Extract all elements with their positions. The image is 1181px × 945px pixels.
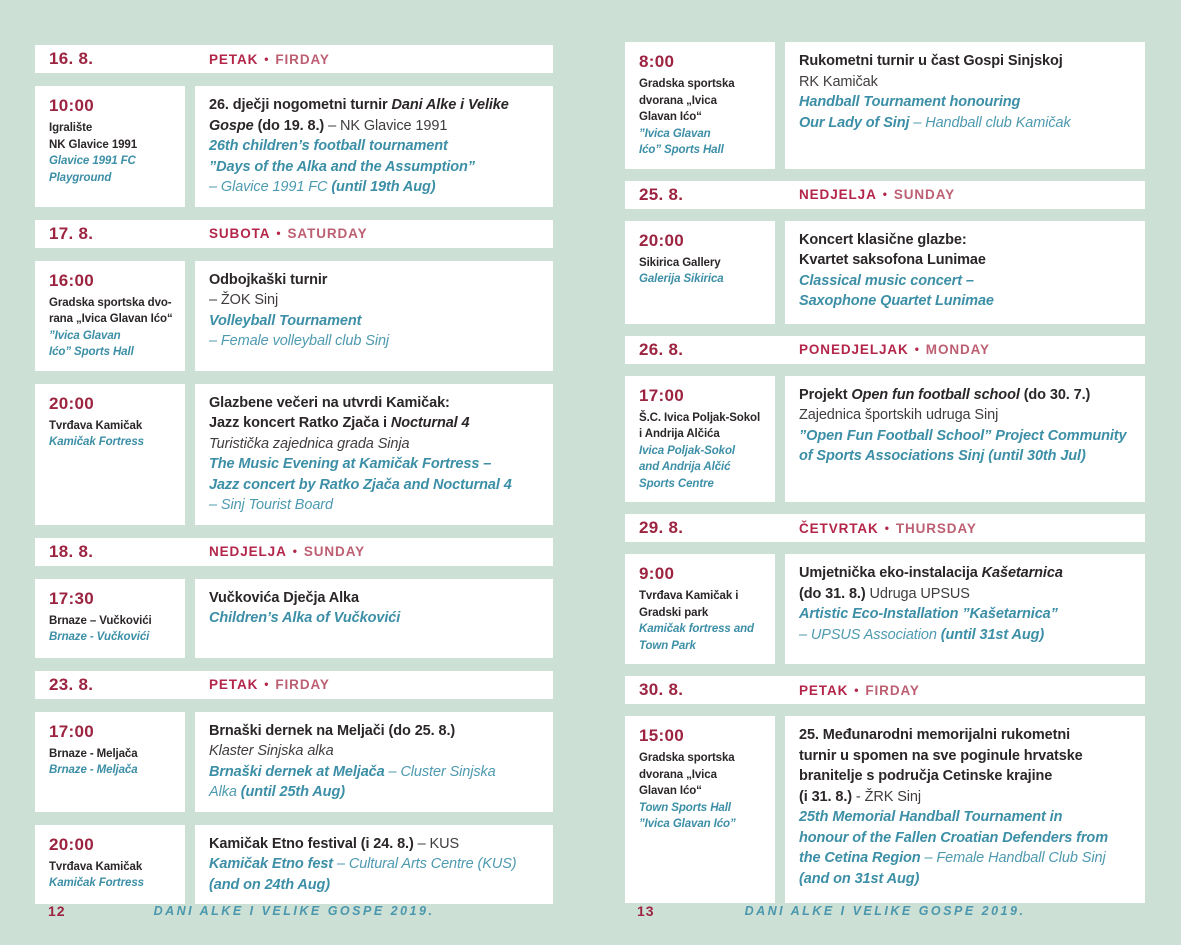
venue-line: Glavan Ićo“ [639,785,702,797]
venue-line-translation: Kamičak fortress and [639,623,754,635]
time-box [35,579,185,658]
event-line [799,250,1131,271]
event-time: 8:00 [639,52,675,71]
venue-line: Brnaze - Meljača [49,747,138,760]
day-name-croatian: PONEDJELJAK [799,342,909,357]
event-box [785,716,1145,903]
bullet-separator: • [882,187,888,201]
text-run: (until 19th Aug) [331,179,436,195]
day-header [35,45,553,73]
day-header [35,220,553,248]
event-line [799,271,1131,292]
day-name-english: SUNDAY [303,544,366,559]
text-run: Koncert klasične glazbe: [799,231,967,248]
text-run: 26th children’s football tournament [209,138,448,154]
day-header [625,336,1145,364]
day-name [799,187,955,202]
event-line [799,113,1131,134]
venue-line-translation: Glavice 1991 FC [49,155,136,167]
event-line [799,848,1131,869]
venue-line: Tvrđava Kamičak [49,860,143,873]
date-label: 18. 8. [49,541,94,561]
text-run: – KUS [417,835,460,852]
event-box [195,86,553,207]
text-run: Open fun football school [851,386,1024,403]
text-run: Kašetarnica [981,565,1063,581]
venue-line: Tvrđava Kamičak i [639,590,739,602]
event-line [799,405,1131,426]
event-line [209,331,539,352]
venue-line-translation: ”Ivica Glavan [49,329,121,342]
text-run: – Cluster Sinjska [388,763,496,780]
bullet-separator: • [854,682,860,697]
event-time: 20:00 [49,393,94,413]
day-header [625,676,1145,704]
venue-line-translation: Kamičak Fortress [49,877,144,889]
text-run: (do 30. 7.) [1023,386,1091,403]
day-name-english: SUNDAY [893,187,956,202]
day-name-croatian: NEDJELJA [799,187,877,202]
text-run: – Sinj Tourist Board [209,497,334,513]
event-line [209,270,539,291]
venue-line: Tvrđava Kamičak [49,419,143,432]
text-run: – Female Handball Club Sinj [924,850,1106,866]
text-run: – Handball club Kamičak [913,114,1071,131]
event-time: 16:00 [49,270,94,290]
text-run: Gospe [209,117,258,134]
day-name-english: THURSDAY [895,520,977,536]
event-line [799,725,1131,746]
event-line [209,495,539,516]
event-line [799,51,1131,72]
date-label: 16. 8. [49,49,94,68]
day-name [209,677,330,692]
event-line [799,563,1131,584]
venue-line: dvorana „Ivica [639,768,717,781]
venue-line-translation: Ićo” Sports Hall [639,144,724,156]
text-run: (until 25th Aug) [240,784,345,800]
event-box [785,554,1145,664]
venue-line: Glavan Ićo“ [639,111,702,123]
text-run: 25. Međunarodni memorijalni rukometni [799,727,1071,743]
text-run: Artistic Eco-Installation ”Kašetarnica” [799,606,1058,622]
venue-line: Gradska sportska dvo- [49,296,172,309]
day-name-croatian: PETAK [209,51,259,67]
text-run: – ŽOK Sinj [209,292,279,308]
text-run: Brnaški dernek na Meljači (do 25. 8.) [209,722,456,739]
text-run: Vučkovića Dječja Alka [209,589,359,606]
text-run: Saxophone Quartet Lunimae [799,293,994,309]
event-time: 9:00 [639,564,675,583]
event-line [209,136,539,157]
text-run: ”Days of the Alka and the Assumption” [209,158,475,175]
text-run: Kvartet saksofona Lunimae [799,252,986,268]
page-12 [35,45,553,904]
date-label: 25. 8. [639,184,684,204]
event-line [799,291,1131,312]
text-run: – Female volleyball club Sinj [209,333,390,349]
event-line [209,157,539,178]
venue-line: NK Glavice 1991 [49,138,138,151]
text-run: ”Open Fun Football School” Project Community [799,427,1127,444]
event-line [209,454,539,475]
event-box [195,261,553,371]
text-run: Turistička zajednica grada Sinja [209,435,410,452]
text-run: – Glavice 1991 FC [209,179,332,195]
day-header [35,671,553,699]
day-name [799,521,977,536]
footer-title-left: DANI ALKE I VELIKE GOSPE 2019. [153,904,435,918]
event-row [35,86,553,207]
event-box [195,825,553,905]
day-name [799,683,920,698]
day-name-english: SATURDAY [287,226,368,241]
text-run: Klaster Sinjska alka [209,743,334,759]
day-header [35,538,553,566]
text-run: The Music Evening at Kamičak Fortress – [209,456,492,472]
event-line [209,393,539,414]
venue-line: i Andrija Alčića [639,428,720,440]
venue-line: Gradski park [639,606,709,619]
text-run: Alka [209,784,241,800]
venue-line: Sikirica Gallery [639,256,721,269]
venue-line-translation: ”Ivica Glavan Ićo” [639,818,736,830]
text-run: Udruga UPSUS [869,585,970,602]
date-label: 17. 8. [49,223,94,243]
day-name-english: FIRDAY [865,682,920,698]
event-box [785,221,1145,324]
text-run: Jazz koncert Ratko Zjača i [209,415,391,431]
text-run: Nocturnal 4 [390,415,470,431]
bullet-separator: • [264,677,270,691]
day-name-croatian: PETAK [209,677,259,692]
time-box [35,712,185,812]
text-run: turnir u spomen na sve poginule hrvatske [799,747,1083,764]
event-box [195,712,553,812]
text-run: Volleyball Tournament [209,312,362,329]
text-run: branitelje s područja Cetinske krajine [799,768,1053,784]
text-run: Kamičak Etno fest [209,856,337,872]
text-run: Brnaški dernek at Meljača [209,763,389,780]
venue-line-translation: Sports Centre [639,477,714,490]
time-box [35,825,185,905]
bullet-separator: • [276,226,282,240]
text-run: (and on 31st Aug) [799,870,920,887]
event-line [799,72,1131,93]
venue-line-translation: Town Park [639,639,696,652]
text-run: Our Lady of Sinj [799,114,914,131]
event-row [35,261,553,371]
event-line [799,787,1131,808]
text-run: of Sports Associations Sinj (until 30th Jul) [799,448,1086,464]
event-line [209,475,539,496]
event-row [35,384,553,525]
day-name-english: MONDAY [925,342,990,357]
page-13 [625,42,1145,903]
event-time: 15:00 [639,726,684,745]
day-header [625,514,1145,542]
text-run: Umjetnička eko-instalacija [799,565,982,581]
event-box [195,579,553,658]
time-box [35,261,185,371]
venue-line-translation: Town Sports Hall [639,801,731,814]
text-run: Projekt [799,386,852,403]
time-box [625,554,775,664]
day-header [625,181,1145,209]
bullet-separator: • [914,342,920,356]
event-time: 17:00 [639,385,684,405]
day-name-croatian: SUBOTA [209,226,271,241]
date-label: 23. 8. [49,674,94,694]
text-run: honour of the Fallen Croatian Defenders from [799,829,1108,846]
venue-line: Š.C. Ivica Poljak-Sokol [639,411,761,424]
event-time: 17:00 [49,721,94,741]
event-line [209,875,539,896]
text-run: (and on 24th Aug) [209,876,330,893]
event-box [785,42,1145,169]
bullet-separator: • [292,544,298,558]
venue-line-translation: Brnaze - Vučkovići [49,631,150,643]
date-label: 29. 8. [639,518,684,537]
venue-line-translation: Brnaze - Meljača [49,764,138,776]
event-row [625,376,1145,503]
event-time: 20:00 [639,230,684,250]
text-run: 26. dječji nogometni turnir [209,97,392,113]
text-run: – UPSUS Association [799,626,941,643]
time-box [35,86,185,207]
event-line [799,426,1131,447]
time-box [35,384,185,525]
bullet-separator: • [884,520,890,535]
venue-line-translation: Ićo” Sports Hall [49,346,134,358]
event-line [799,869,1131,890]
text-run: Rukometni turnir u čast Gospi Sinjskoj [799,53,1063,69]
day-name [209,52,330,67]
day-name [799,342,990,357]
event-line [799,604,1131,625]
event-line [209,834,539,855]
event-row [625,221,1145,324]
date-label: 26. 8. [639,339,684,359]
event-box [195,384,553,525]
text-run: Children’s Alka of Vučkovići [209,610,401,626]
event-line [799,230,1131,251]
text-run: (i 31. 8.) [799,788,856,805]
time-box [625,716,775,903]
event-line [799,385,1131,406]
venue-line: Gradska sportska [639,78,735,90]
text-run: (do 31. 8.) [799,585,870,602]
event-line [799,828,1131,849]
venue-line: Brnaze – Vučkovići [49,614,152,627]
text-run: Handball Tournament honouring [799,94,1021,110]
event-line [209,741,539,762]
event-line [209,177,539,198]
event-line [209,608,539,629]
event-line [799,746,1131,767]
event-line [799,584,1131,605]
text-run: the Cetina Region [799,850,925,866]
event-box [785,376,1145,503]
event-time: 20:00 [49,834,94,854]
event-line [799,625,1131,646]
event-line [209,782,539,803]
time-box [625,221,775,324]
event-line [799,92,1131,113]
day-name [209,544,365,559]
event-line [799,446,1131,467]
day-name-croatian: NEDJELJA [209,544,287,559]
text-run: Odbojkaški turnir [209,271,328,288]
event-line [209,413,539,434]
venue-line: dvorana „Ivica [639,94,717,107]
event-line [209,95,539,116]
venue-line-translation: Playground [49,171,112,184]
venue-line-translation: Kamičak Fortress [49,436,144,448]
event-row [35,712,553,812]
event-line [209,854,539,875]
event-line [799,766,1131,787]
page-number-right: 13 [637,903,655,919]
venue-line-translation: and Andrija Alčić [639,461,731,473]
bullet-separator: • [264,51,270,66]
venue-line: Gradska sportska [639,752,735,764]
text-run: RK Kamičak [799,73,878,90]
event-line [209,588,539,609]
text-run: 25th Memorial Handball Tournament in [799,809,1063,825]
text-run: Kamičak Etno festival (i 24. 8.) [209,835,418,852]
text-run: Dani Alke i Velike [391,97,509,113]
event-row [625,716,1145,903]
venue-line-translation: Galerija Sikirica [639,273,724,285]
day-name-croatian: ČETVRTAK [799,520,879,536]
venue-line: Igralište [49,122,93,134]
text-run: Zajednica športskih udruga Sinj [799,407,999,423]
text-run: (do 19. 8.) [257,117,329,134]
time-box [625,376,775,503]
event-row [625,554,1145,664]
event-line [209,434,539,455]
event-line [209,116,539,137]
text-run: Jazz concert by Ratko Zjača and Nocturnal 4 [209,476,512,493]
footer-title-right: DANI ALKE I VELIKE GOSPE 2019. [744,904,1026,918]
event-row [625,42,1145,169]
event-time: 10:00 [49,96,94,115]
venue-line-translation: ”Ivica Glavan [639,127,711,140]
event-line [209,311,539,332]
text-run: (until 31st Aug) [940,626,1045,643]
day-name-croatian: PETAK [799,682,849,698]
day-name-english: FIRDAY [275,51,330,67]
date-label: 30. 8. [639,680,684,699]
event-line [209,762,539,783]
event-row [35,579,553,658]
day-name [209,226,367,241]
event-line [799,807,1131,828]
event-line [209,721,539,742]
text-run: Classical music concert – [799,272,974,289]
venue-line: rana „Ivica Glavan Ićo“ [49,313,173,325]
text-run: - ŽRK Sinj [855,788,921,805]
day-name-english: FIRDAY [275,677,330,692]
text-run: – Cultural Arts Centre (KUS) [336,856,517,872]
page-number-left: 12 [48,903,66,919]
text-run: Glazbene večeri na utvrdi Kamičak: [209,394,450,411]
event-time: 17:30 [49,588,94,608]
venue-line-translation: Ivica Poljak-Sokol [639,444,735,457]
event-line [209,290,539,311]
event-row [35,825,553,905]
text-run: – NK Glavice 1991 [328,117,448,134]
time-box [625,42,775,169]
